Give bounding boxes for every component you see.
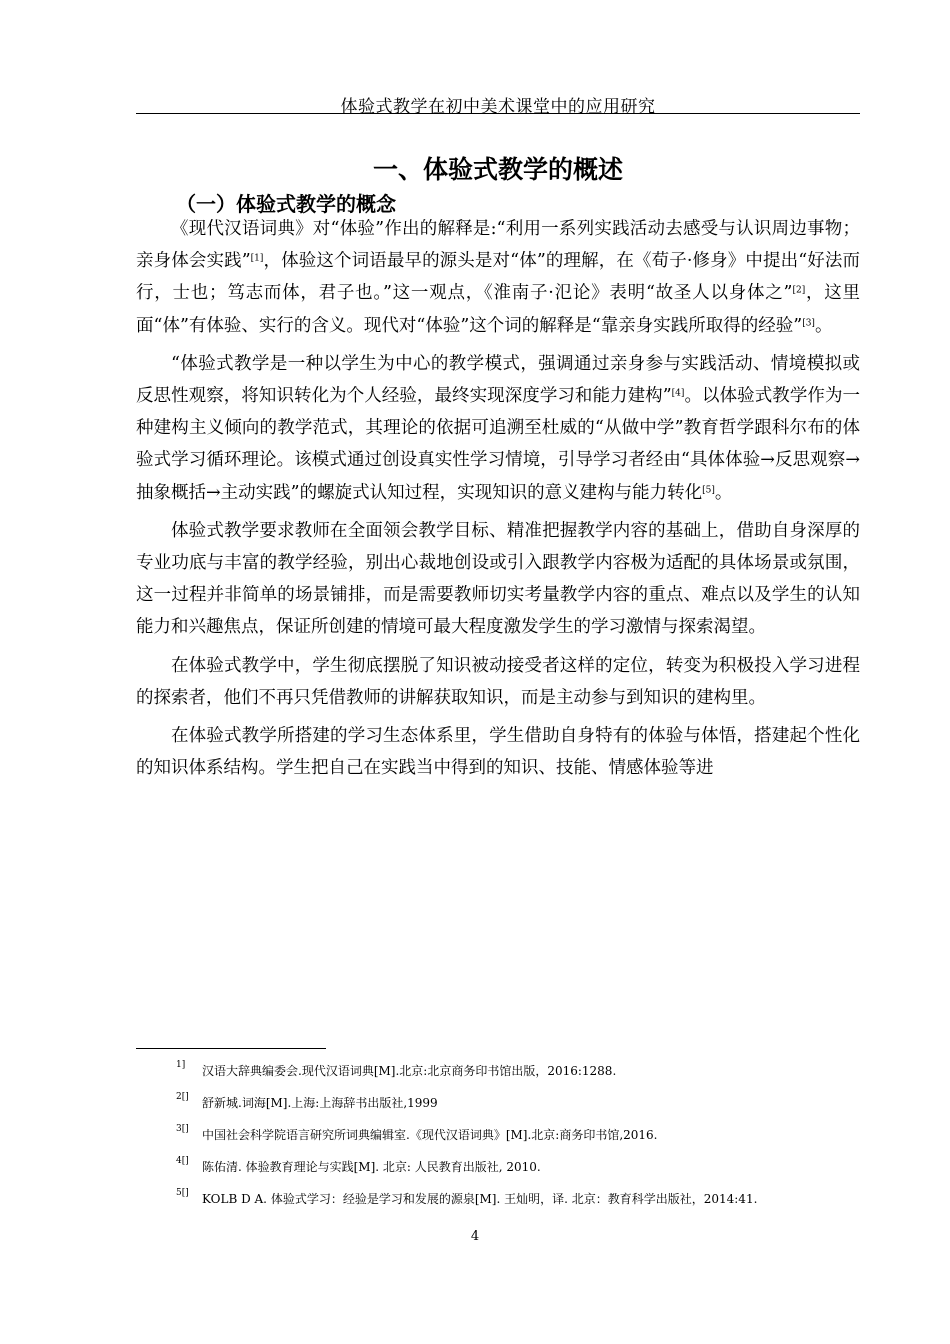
paragraph-text: ，体验这个词语最早的源头是对“体”的理解，在《荀子·修身》中提出“好法而行，士也；笃志而体，君子也。”这一观点，《淮南子·氾论》表明“故圣人以身体之” xyxy=(136,251,860,304)
citation-ref: [1] xyxy=(250,253,264,264)
footnote-number: 2[] xyxy=(176,1092,189,1102)
footnote-number: 5[] xyxy=(176,1188,189,1198)
paragraph: 在体验式教学所搭建的学习生态体系里，学生借助自身特有的体验与体悟，搭建起个性化的知识体系结构。学生把自己在实践当中得到的知识、技能、情感体验等进 xyxy=(136,726,860,779)
footnote xyxy=(176,1126,866,1158)
footnote-rule xyxy=(136,1048,326,1049)
citation-ref: [3] xyxy=(802,318,815,329)
footnote-text: 舒新城.词海[M].上海:上海辞书出版社,1999 xyxy=(202,1096,438,1110)
footnote-text: 陈佑清. 体验教育理论与实践[M]. 北京: 人民教育出版社, 2010. xyxy=(202,1160,541,1174)
footnote xyxy=(176,1158,866,1190)
paragraph-text: 《现代汉语词典》对“体验”作出的解释是:“利用一系列实践活动去感受与认识周边事物；亲身体会实践” xyxy=(136,219,860,272)
footnote xyxy=(176,1062,866,1094)
paragraph-text: 。 xyxy=(814,315,833,336)
body-text xyxy=(136,213,860,790)
section-subheading: （一）体验式教学的概念 xyxy=(176,192,396,216)
running-header: 体验式教学在初中美术课堂中的应用研究 xyxy=(340,97,656,117)
footnote xyxy=(176,1190,866,1222)
header-rule xyxy=(136,113,860,114)
paragraph xyxy=(136,213,860,342)
paragraph: 体验式教学要求教师在全面领会教学目标、精准把握教学内容的基础上，借助自身深厚的专业功底与丰富的教学经验，别出心裁地创设或引入跟教学内容极为适配的具体场景或氛围，这一过程并非简单的场景铺排，而是需要教师切实考量教学内容的重点、难点以及学生的认知能力和兴趣焦点，保证所创建的情境可最大程度激发学生的学习激情与探索渴望。 xyxy=(136,520,860,638)
footnote-text: KOLB D A. 体验式学习：经验是学习和发展的源泉[M]. 王灿明，译. 北京：教育科学出版社，2014:41. xyxy=(202,1192,758,1206)
citation-ref: [4] xyxy=(671,388,685,399)
footnote-text: 中国社会科学院语言研究所词典编辑室.《现代汉语词典》[M].北京:商务印书馆,2016. xyxy=(202,1128,658,1142)
footnote-text: 汉语大辞典编委会.现代汉语词典[M].北京:北京商务印书馆出版，2016:1288. xyxy=(202,1064,617,1078)
chapter-heading: 一、体验式教学的概述 xyxy=(372,155,623,184)
footnote-number: 1] xyxy=(176,1060,186,1070)
paragraph-text: 。以体验式教学作为一种建构主义倾向的教学范式，其理论的依据可追溯至杜威的“从做中学”教育哲学跟科尔布的体验式学习循环理论。该模式通过创设真实性学习情境，引导学习者经由“具体体验→反思观察→抽象概括→主动实践”的螺旋式认知过程，实现知识的意义建构与能力转化 xyxy=(136,386,860,503)
citation-ref: [5] xyxy=(702,485,715,496)
footnote-number: 3[] xyxy=(176,1124,189,1134)
paragraph: 在体验式教学中，学生彻底摆脱了知识被动接受者这样的定位，转变为积极投入学习进程的探索者，他们不再只凭借教师的讲解获取知识，而是主动参与到知识的建构里。 xyxy=(136,655,860,708)
footnote xyxy=(176,1094,866,1126)
page-number: 4 xyxy=(470,1229,480,1244)
paragraph-text: 。 xyxy=(714,482,733,503)
paragraph-text: “体验式教学是一种以学生为中心的教学模式，强调通过亲身参与实践活动、情境模拟或反思性观察，将知识转化为个人经验，最终实现深度学习和能力建构” xyxy=(136,353,860,407)
paragraph xyxy=(136,348,860,509)
footnote-number: 4[] xyxy=(176,1156,189,1166)
paragraph-text: ，这里面“体”有体验、实行的含义。现代对“体验”这个词的解释是“靠亲身实践所取得的经验” xyxy=(136,283,860,336)
citation-ref: [2] xyxy=(792,286,806,297)
footnotes xyxy=(176,1062,866,1222)
